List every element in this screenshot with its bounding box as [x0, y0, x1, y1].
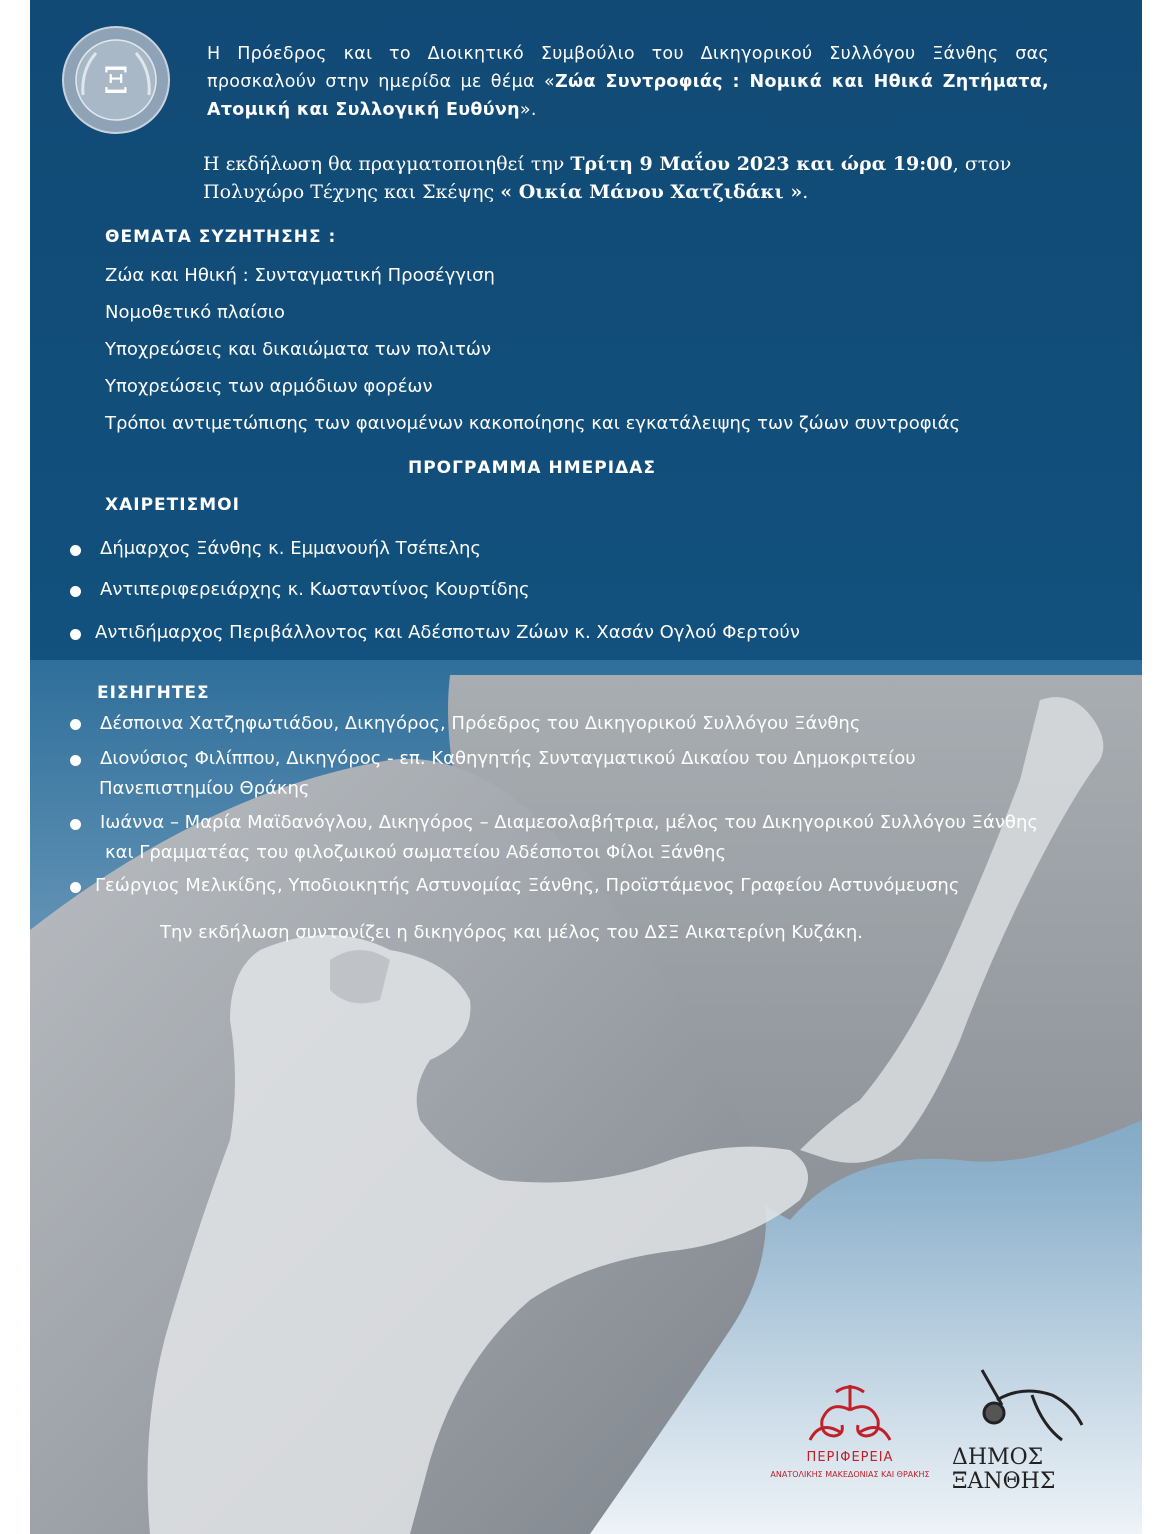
intro-text: Η Πρόεδρος και το Διοικητικό Συμβούλιο του Δικηγορικού Συλλόγου Ξάνθης σας προσκαλούν στην ημερίδα με θέμα «: [207, 44, 1049, 92]
emblem-glyph: Ξ: [103, 61, 129, 102]
intro-topic: Ζώα Συντροφιάς : Νομικά και Ηθικά Ζητήματα, Ατομική και Συλλογική Ευθύνη: [207, 72, 1049, 120]
invitation-poster: [30, 0, 1142, 1534]
topics-heading: ΘΕΜΑΤΑ ΣΥΖΗΤΗΣΗΣ :: [105, 227, 337, 247]
program-heading: ΠΡΟΓΡΑΜΜΑ ΗΜΕΡΙΔΑΣ: [408, 458, 656, 478]
bullet-icon: [70, 719, 81, 730]
bullet-icon: [70, 755, 81, 766]
intro-paragraph: [207, 40, 1049, 124]
speaker-item: Γεώργιος Μελικίδης, Υποδιοικητής Αστυνομίας Ξάνθης, Προϊστάμενος Γραφείου Αστυνόμευσης: [95, 875, 960, 896]
region-emblem-icon: [770, 1380, 930, 1450]
event-venue: « Οικία Μάνου Χατζιδάκι »: [500, 181, 803, 203]
municipality-logo-line2: ΞΑΝΘΗΣ: [952, 1469, 1056, 1494]
greeting-item: Αντιδήμαρχος Περιβάλλοντος και Αδέσποτων Ζώων κ. Χασάν Ογλού Φερτούν: [95, 622, 800, 643]
topic-item: Υποχρεώσεις και δικαιώματα των πολιτών: [105, 339, 491, 360]
region-logo-title: ΠΕΡΙΦΕΡΕΙΑ: [806, 1450, 894, 1465]
topic-item: Τρόποι αντιμετώπισης των φαινομένων κακοποίησης και εγκατάλειψης των ζώων συντροφιάς: [105, 413, 961, 434]
speakers-heading: ΕΙΣΗΓΗΤΕΣ: [97, 683, 210, 703]
event-datetime: Τρίτη 9 Μαΐου 2023 και ώρα 19:00: [570, 153, 953, 175]
speaker-item-continued: Πανεπιστημίου Θράκης: [99, 778, 310, 799]
bullet-icon: [70, 819, 81, 830]
topic-item: Νομοθετικό πλαίσιο: [105, 302, 285, 323]
region-logo: [770, 1380, 930, 1479]
region-logo-subtitle: ΑΝΑΤΟΛΙΚΗΣ ΜΑΚΕΔΟΝΙΑΣ ΚΑΙ ΘΡΑΚΗΣ: [770, 1470, 930, 1479]
bullet-icon: [70, 586, 81, 597]
greeting-item: Αντιπεριφερειάρχης κ. Κωσταντίνος Κουρτίδης: [100, 579, 530, 600]
greeting-item: Δήμαρχος Ξάνθης κ. Εμμανουήλ Τσέπελης: [100, 538, 481, 559]
speaker-item: Διονύσιος Φιλίππου, Δικηγόρος - επ. Καθηγητής Συνταγματικού Δικαίου του Δημοκριτείου: [100, 748, 916, 769]
coordinator-note: Την εκδήλωση συντονίζει η δικηγόρος και μέλος του ΔΣΞ Αικατερίνη Κυζάκη.: [160, 922, 863, 943]
intro-end: ».: [519, 100, 537, 120]
topic-item: Υποχρεώσεις των αρμόδιων φορέων: [105, 376, 433, 397]
speaker-item: Δέσποινα Χατζηφωτιάδου, Δικηγόρος, Πρόεδρος του Δικηγορικού Συλλόγου Ξάνθης: [100, 713, 861, 734]
municipality-logo: [942, 1365, 1092, 1494]
greetings-heading: ΧΑΙΡΕΤΙΣΜΟΙ: [105, 495, 240, 515]
municipality-logo-line1: ΔΗΜΟΣ: [952, 1445, 1044, 1470]
event-details: Η εκδήλωση θα πραγματοποιηθεί την Τρίτη 9 Μαΐου 2023 και ώρα 19:00, στον Πολυχώρο Τέχνης και Σκέψης « Οικία Μάνου Χατζιδάκι ».: [203, 153, 1012, 203]
bar-association-emblem: [61, 25, 171, 135]
bullet-icon: [70, 629, 81, 640]
speaker-item-continued: και Γραμματέας του φιλοζωικού σωματείου Αδέσποτοι Φίλοι Ξάνθης: [105, 842, 727, 863]
bullet-icon: [70, 545, 81, 556]
topic-item: Ζώα και Ηθική : Συνταγματική Προσέγγιση: [105, 265, 495, 286]
bullet-icon: [70, 882, 81, 893]
speaker-item: Ιωάννα – Μαρία Μαϊδανόγλου, Δικηγόρος – Διαμεσολαβήτρια, μέλος του Δικηγορικού Συλλόγου Ξάνθης: [100, 812, 1038, 833]
